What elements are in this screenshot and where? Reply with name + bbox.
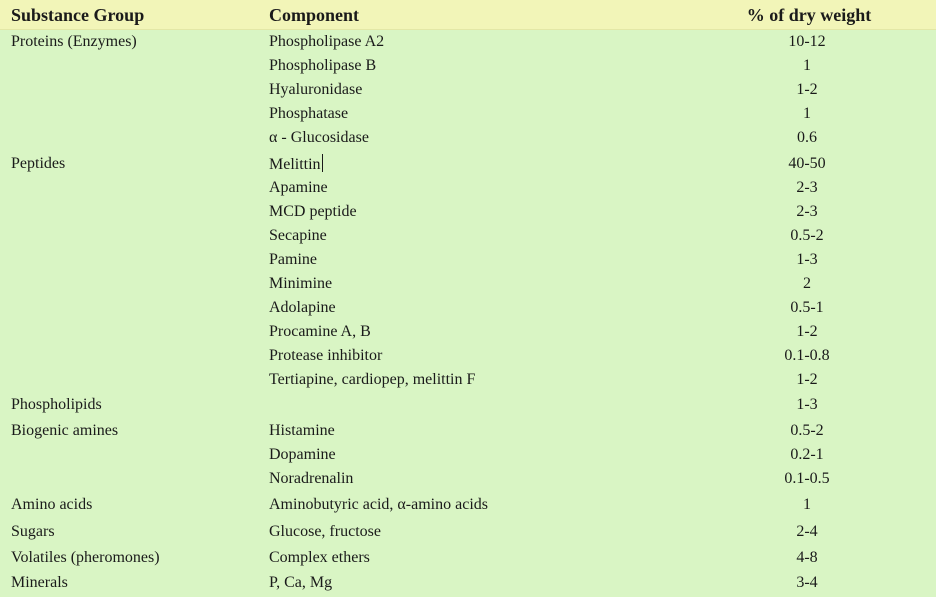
text-cursor bbox=[322, 154, 323, 172]
cell-component: Complex ethers bbox=[269, 549, 370, 566]
cell-group: Volatiles (pheromones) bbox=[11, 549, 160, 566]
header-dry-weight: % of dry weight bbox=[746, 5, 872, 25]
cell-weight: 40-50 bbox=[788, 155, 826, 172]
table-row bbox=[0, 368, 936, 392]
cell-weight: 1 bbox=[803, 105, 811, 122]
cell-group: Proteins (Enzymes) bbox=[11, 33, 137, 50]
header-substance-group: Substance Group bbox=[11, 5, 145, 25]
cell-component: Phosphatase bbox=[269, 105, 349, 122]
cell-component: Dopamine bbox=[269, 446, 336, 463]
cell-component[interactable] bbox=[269, 154, 323, 175]
cell-weight: 2-3 bbox=[796, 203, 818, 220]
table-header bbox=[0, 0, 936, 30]
cell-component: Procamine A, B bbox=[269, 323, 371, 340]
cell-component: Minimine bbox=[269, 275, 333, 292]
cell-weight: 3-4 bbox=[796, 574, 818, 591]
table-row bbox=[0, 30, 936, 54]
cell-group: Minerals bbox=[11, 574, 68, 591]
table-row bbox=[0, 296, 936, 320]
cell-weight: 10-12 bbox=[788, 33, 826, 50]
table-row bbox=[0, 520, 936, 544]
cell-weight: 2 bbox=[803, 275, 811, 292]
cell-component-text: Melittin bbox=[269, 156, 321, 173]
table-row bbox=[0, 248, 936, 272]
cell-weight: 1 bbox=[803, 57, 811, 74]
table-row bbox=[0, 320, 936, 344]
cell-component: α - Glucosidase bbox=[269, 129, 369, 146]
cell-group: Biogenic amines bbox=[11, 422, 119, 439]
cell-component: Apamine bbox=[269, 179, 328, 196]
table-row bbox=[0, 102, 936, 126]
cell-weight: 1-2 bbox=[796, 81, 818, 98]
cell-group: Phospholipids bbox=[11, 396, 102, 413]
cell-component: Phospholipase A2 bbox=[269, 33, 385, 50]
table-row bbox=[0, 419, 936, 443]
table-row bbox=[0, 126, 936, 150]
table-row bbox=[0, 493, 936, 517]
table-row bbox=[0, 54, 936, 78]
table-row bbox=[0, 546, 936, 570]
cell-weight: 0.5-2 bbox=[790, 227, 824, 244]
cell-component: Phospholipase B bbox=[269, 57, 377, 74]
table-row bbox=[0, 443, 936, 467]
cell-group: Amino acids bbox=[11, 496, 93, 513]
cell-component: P, Ca, Mg bbox=[269, 574, 333, 591]
cell-component: Pamine bbox=[269, 251, 317, 268]
cell-component: Secapine bbox=[269, 227, 327, 244]
cell-weight: 1-3 bbox=[796, 396, 818, 413]
cell-component: Aminobutyric acid, α-amino acids bbox=[269, 496, 488, 513]
table-row bbox=[0, 393, 936, 417]
cell-weight: 2-3 bbox=[796, 179, 818, 196]
table-row bbox=[0, 571, 936, 595]
cell-component: Protease inhibitor bbox=[269, 347, 383, 364]
table-row bbox=[0, 176, 936, 200]
cell-weight: 1-3 bbox=[796, 251, 818, 268]
cell-weight: 1-2 bbox=[796, 371, 818, 388]
cell-group: Sugars bbox=[11, 523, 55, 540]
cell-component: MCD peptide bbox=[269, 203, 357, 220]
header-component: Component bbox=[269, 5, 360, 25]
table-row bbox=[0, 200, 936, 224]
table-body bbox=[0, 30, 936, 597]
cell-weight: 0.1-0.8 bbox=[784, 347, 830, 364]
cell-weight: 0.5-2 bbox=[790, 422, 824, 439]
cell-component: Noradrenalin bbox=[269, 470, 354, 487]
table-row bbox=[0, 224, 936, 248]
table-row bbox=[0, 78, 936, 102]
cell-group: Peptides bbox=[11, 155, 66, 172]
table-row bbox=[0, 344, 936, 368]
table-row bbox=[0, 152, 936, 176]
cell-weight: 2-4 bbox=[796, 523, 818, 540]
cell-component: Hyaluronidase bbox=[269, 81, 363, 98]
cell-weight: 0.1-0.5 bbox=[784, 470, 830, 487]
table-row bbox=[0, 272, 936, 296]
cell-weight: 1-2 bbox=[796, 323, 818, 340]
table-row bbox=[0, 467, 936, 491]
cell-weight: 4-8 bbox=[796, 549, 818, 566]
cell-weight: 0.5-1 bbox=[790, 299, 824, 316]
cell-component: Tertiapine, cardiopep, melittin F bbox=[269, 371, 476, 388]
cell-component: Glucose, fructose bbox=[269, 523, 381, 540]
cell-weight: 1 bbox=[803, 496, 811, 513]
cell-component: Adolapine bbox=[269, 299, 336, 316]
cell-weight: 0.2-1 bbox=[790, 446, 824, 463]
cell-weight: 0.6 bbox=[797, 129, 817, 146]
cell-component: Histamine bbox=[269, 422, 335, 439]
